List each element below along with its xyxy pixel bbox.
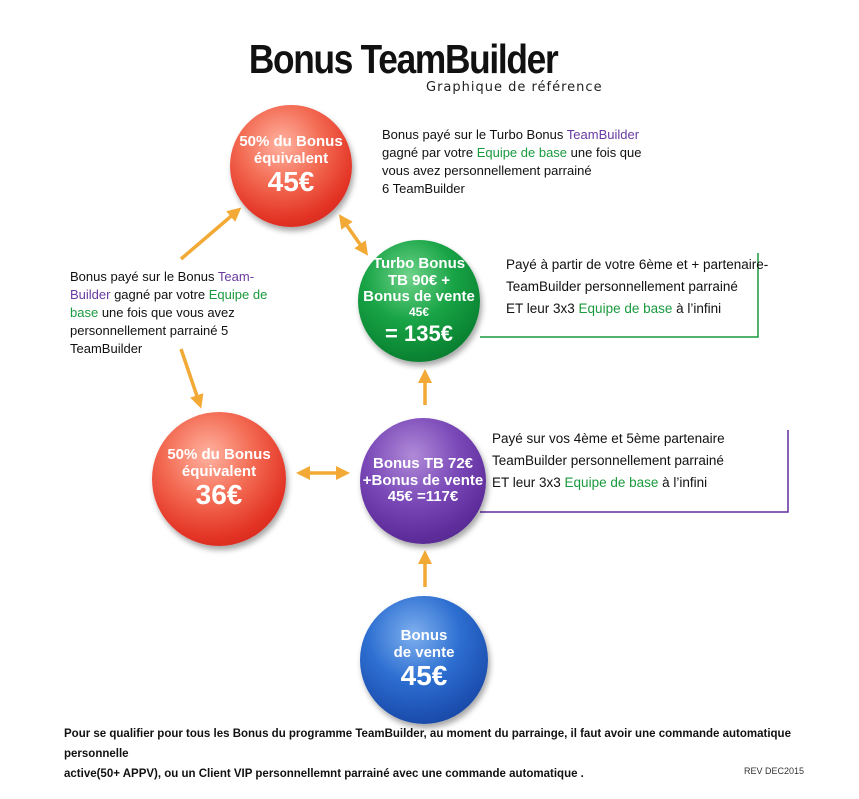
- circle-green-line3: Bonus de vente: [363, 288, 475, 306]
- circle-top-bonus-equivalent: [230, 105, 352, 227]
- note-left-a: Bonus payé sur le Bonus: [70, 269, 218, 284]
- note-top-a: Bonus payé sur le Turbo Bonus: [382, 127, 567, 142]
- circle-purple-line3: 45€ =117€: [387, 488, 459, 506]
- note-left-d: gagné par votre: [110, 287, 209, 302]
- note-top-right: [382, 126, 702, 198]
- circle-top-amount: 45€: [267, 166, 315, 198]
- note-purple-l1: Payé sur vos 4ème et 5ème partenaire: [492, 431, 725, 446]
- note-top-f: vous avez personnellement parrainé: [382, 163, 592, 178]
- circle-purple-line1: Bonus TB 72€: [372, 454, 474, 472]
- circle-green-line2: TB 90€ +: [387, 271, 451, 289]
- circle-turbo-bonus: [358, 240, 480, 362]
- circle-left-bonus-equivalent: [152, 412, 286, 546]
- arrow-top-green: [343, 220, 364, 250]
- footer-line1: Pour se qualifier pour tous les Bonus du programme TeamBuilder, au moment du parrainge, il faut avoir une commande automatique personnelle: [64, 728, 791, 760]
- footer-line2: active(50+ APPV), ou un Client VIP personnellemnt parrainé avec une commande automatique .: [64, 768, 584, 780]
- note-top-d: Equipe de base: [476, 145, 568, 160]
- page-subtitle: Graphique de référence: [426, 80, 603, 95]
- circle-left-line1: 50% du Bonus: [167, 445, 271, 463]
- note-purple-l3b: Equipe de base: [564, 475, 659, 490]
- note-purple-l3c: à l’infini: [658, 475, 708, 490]
- circle-blue-amount: 45€: [400, 660, 448, 692]
- note-green-l2: TeamBuilder personnellement parrainé: [506, 279, 738, 294]
- circle-green-amount: = 135€: [385, 320, 453, 346]
- note-left-i: TeamBuilder: [70, 341, 143, 356]
- note-purple-l2: TeamBuilder personnellement parrainé: [492, 453, 724, 468]
- page-title: Bonus TeamBuilder: [248, 36, 558, 82]
- revision-label: REV DEC2015: [744, 766, 805, 776]
- note-green-l3b: Equipe de base: [578, 301, 673, 316]
- note-left-c: Builder: [70, 287, 111, 302]
- note-purple-box: [492, 428, 782, 494]
- circle-left-line2: équivalent: [181, 462, 257, 480]
- circle-left-amount: 36€: [195, 479, 243, 511]
- note-green-l1: Payé à partir de votre 6ème et + partenaire-: [506, 257, 769, 272]
- note-green-box: [506, 254, 776, 320]
- circle-top-line1: 50% du Bonus: [239, 132, 343, 150]
- note-green-l3c: à l’infini: [672, 301, 722, 316]
- note-green-l3a: ET leur 3x3: [506, 301, 579, 316]
- note-left-e: Equipe de: [208, 287, 268, 302]
- qualification-footer: [64, 724, 824, 784]
- note-top-c: gagné par votre: [382, 145, 477, 160]
- note-purple-l3a: ET leur 3x3: [492, 475, 565, 490]
- note-top-g: 6 TeamBuilder: [382, 181, 465, 196]
- circle-green-line4: 45€: [408, 305, 430, 320]
- note-top-b: TeamBuilder: [566, 127, 640, 142]
- note-left-h: personnellement parrainé 5: [70, 323, 229, 338]
- circle-bonus-tb: [360, 418, 486, 544]
- arrow-left-to-top: [181, 212, 236, 259]
- note-left-f: base: [70, 305, 99, 320]
- note-left-g: une fois que vous avez: [98, 305, 235, 320]
- circle-blue-line2: de vente: [393, 643, 455, 661]
- circle-blue-line1: Bonus: [400, 626, 448, 644]
- circle-green-line1: Turbo Bonus: [372, 254, 466, 272]
- note-top-e: une fois que: [567, 145, 642, 160]
- note-left-b: Team-: [217, 269, 255, 284]
- circle-top-line2: équivalent: [253, 149, 329, 167]
- note-left: [70, 268, 310, 358]
- circle-purple-line2: +Bonus de vente: [362, 471, 484, 489]
- circle-bonus-de-vente: [360, 596, 488, 724]
